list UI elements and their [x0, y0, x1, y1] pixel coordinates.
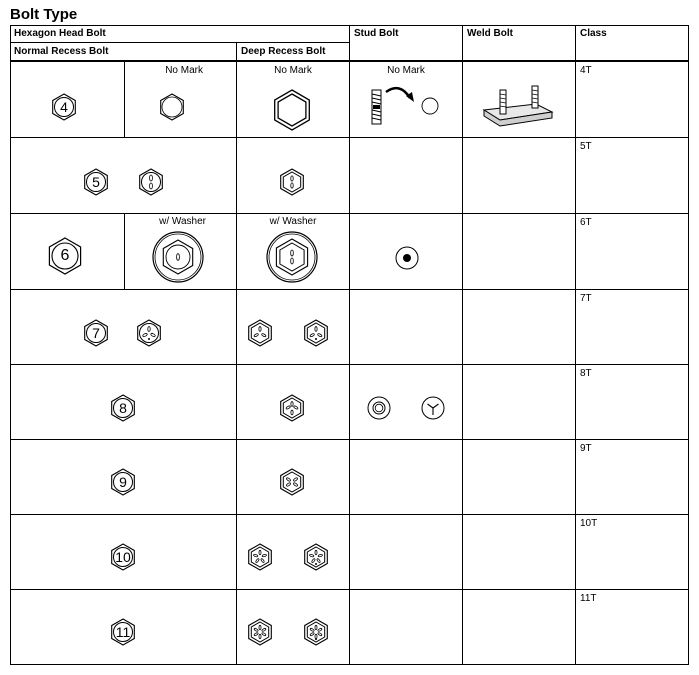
hexagon-bolt-head-icon [157, 92, 187, 122]
washer-deep-recess-bolt-head-icon [265, 230, 319, 284]
hexagon-bolt-head-icon [136, 167, 166, 197]
header-normal-recess-bolt: Normal Recess Bolt [14, 46, 109, 57]
class-label: 6T [580, 217, 592, 228]
class-label: 11T [580, 593, 597, 604]
class-label: 7T [580, 293, 592, 304]
class-label: 8T [580, 368, 592, 379]
header-weld-bolt: Weld Bolt [467, 28, 513, 39]
bolt-number: 10 [115, 549, 131, 565]
bolt-number: 8 [119, 400, 127, 416]
header-hexagon-head-bolt: Hexagon Head Bolt [14, 28, 106, 39]
with-washer-label: w/ Washer [159, 216, 206, 227]
washer-bolt-head-icon [151, 230, 205, 284]
class-label: 5T [580, 141, 592, 152]
deep-recess-bolt-head-icon [301, 542, 331, 572]
with-washer-label: w/ Washer [269, 216, 317, 227]
deep-recess-bolt-head-icon [245, 318, 275, 348]
no-mark-label: No Mark [165, 65, 203, 76]
bolt-number: 6 [60, 247, 70, 264]
header-stud-bolt: Stud Bolt [354, 28, 399, 39]
stud-bolt-end-mark-icon [419, 394, 447, 422]
stud-bolt-icon [366, 84, 446, 130]
header-deep-recess-bolt: Deep Recess Bolt [241, 46, 326, 57]
bolt-number: 4 [60, 99, 68, 115]
class-label: 4T [580, 65, 592, 76]
bolt-number: 9 [119, 474, 127, 490]
deep-recess-bolt-head-icon [245, 617, 275, 647]
weld-bolt-icon [478, 80, 558, 132]
bolt-number: 5 [92, 174, 100, 190]
deep-recess-bolt-head-icon [270, 88, 314, 132]
page-title: Bolt Type [10, 6, 78, 23]
bolt-number: 11 [115, 624, 131, 640]
bolt-number: 7 [92, 325, 100, 341]
stud-bolt-end-mark-icon [365, 394, 393, 422]
deep-recess-bolt-head-icon [301, 617, 331, 647]
no-mark-label: No Mark [387, 65, 425, 76]
deep-recess-bolt-head-icon [245, 542, 275, 572]
hexagon-bolt-head-icon [134, 318, 164, 348]
class-label: 9T [580, 443, 592, 454]
deep-recess-bolt-head-icon [301, 318, 331, 348]
deep-recess-bolt-head-icon [277, 467, 307, 497]
stud-bolt-end-mark-icon [393, 244, 421, 272]
header-class: Class [580, 28, 607, 39]
class-label: 10T [580, 518, 598, 529]
deep-recess-bolt-head-icon [277, 167, 307, 197]
deep-recess-bolt-head-icon [277, 393, 307, 423]
no-mark-label: No Mark [274, 65, 312, 76]
